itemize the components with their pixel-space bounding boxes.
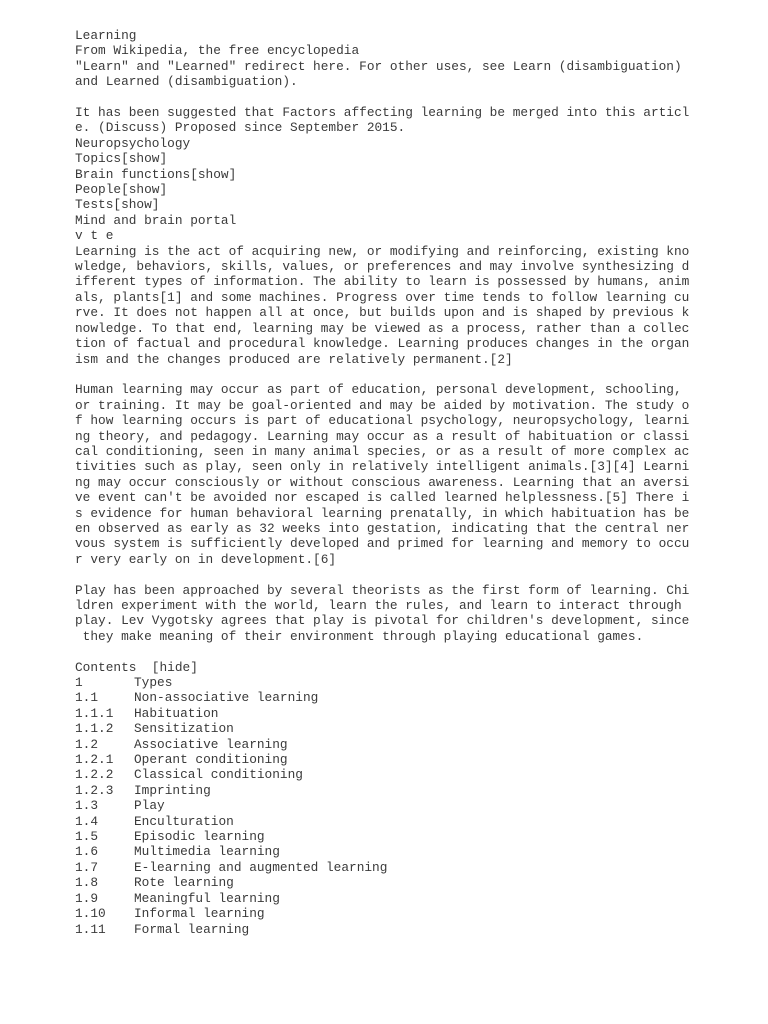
toc-item [75,737,755,752]
toc-item-title: Classical conditioning [134,767,303,783]
toc-item [75,798,755,813]
toc-item-title: Play [134,798,165,814]
spacer [75,567,755,582]
toc-item-title: Formal learning [134,921,250,937]
toc-item [75,922,755,937]
article-source: From Wikipedia, the free encyclopedia [75,43,360,59]
merge-notice-line: e. (Discuss) Proposed since September 2015. [75,120,406,136]
toc-item [75,706,755,721]
toc-item [75,844,755,859]
toc-item-number: 1.5 [75,829,99,845]
toc-item [75,829,755,844]
toc-item-number: 1.2.3 [75,782,114,798]
paragraph-line: they make meaning of their environment through playing educational games. [75,628,644,644]
paragraph-human-learning [75,382,755,567]
paragraph-line: r very early on in development.[6] [75,551,337,567]
toc-item-number: 1.8 [75,875,99,891]
toc-item [75,875,755,890]
toc-item-title: Multimedia learning [134,844,280,860]
sidebar-item-people: People[show] [75,182,168,198]
document-page [75,28,755,937]
toc-item-number: 1.3 [75,798,99,814]
paragraph-line: ifferent types of information. The ability to learn is possessed by humans, anim [75,274,690,290]
toc-item-title: Operant conditioning [134,752,288,768]
paragraph-line: en observed as early as 32 weeks into gestation, indicating that the central ner [75,520,690,536]
toc-item-number: 1.4 [75,813,99,829]
toc-item-title: Enculturation [134,813,234,829]
redirect-hatnote-line: "Learn" and "Learned" redirect here. For other uses, see Learn (disambiguation) [75,58,682,74]
toc-item [75,690,755,705]
paragraph-intro [75,244,755,367]
toc-item [75,783,755,798]
toc-item-number: 1.7 [75,859,99,875]
paragraph-line: tion of factual and procedural knowledge. Learning produces changes in the organ [75,336,690,352]
spacer [75,90,755,105]
sidebar-vte: v t e [75,228,114,244]
merge-notice-line: It has been suggested that Factors affecting learning be merged into this articl [75,105,690,121]
toc-item-number: 1.2.1 [75,752,114,768]
toc-item [75,891,755,906]
spacer [75,367,755,382]
paragraph-line: Learning is the act of acquiring new, or modifying and reinforcing, existing kno [75,243,690,259]
toc-item [75,906,755,921]
toc-item-title: Habituation [134,705,219,721]
paragraph-line: cal conditioning, seen in many animal species, or as a result of more complex ac [75,443,690,459]
sidebar-portal: Mind and brain portal [75,212,237,228]
toc-item [75,721,755,736]
sidebar-item-brain-functions: Brain functions[show] [75,166,237,182]
toc-item-title: Non-associative learning [134,690,319,706]
toc-item-title: Sensitization [134,721,234,737]
paragraph-line: tivities such as play, seen only in relatively intelligent animals.[3][4] Learni [75,459,690,475]
paragraph-line: ng may occur consciously or without conscious awareness. Learning that an aversi [75,474,690,490]
article-title: Learning [75,28,137,43]
toc-item-title: Informal learning [134,906,265,922]
paragraph-line: Play has been approached by several theorists as the first form of learning. Chi [75,582,690,598]
paragraph-line: ldren experiment with the world, learn the rules, and learn to interact through [75,597,682,613]
toc-item-number: 1.1.1 [75,705,114,721]
paragraph-line: ism and the changes produced are relatively permanent.[2] [75,351,513,367]
toc-item-number: 1.6 [75,844,99,860]
redirect-hatnote-line: and Learned (disambiguation). [75,74,298,90]
table-of-contents [75,660,755,937]
paragraph-line: als, plants[1] and some machines. Progress over time tends to follow learning cu [75,289,690,305]
sidebar-item-topics: Topics[show] [75,151,168,167]
paragraph-line: f how learning occurs is part of educational psychology, neuropsychology, learni [75,413,690,429]
sidebar-item-tests: Tests[show] [75,197,160,213]
toc-item-number: 1.10 [75,906,106,922]
paragraph-line: wledge, behaviors, skills, values, or preferences and may involve synthesizing d [75,259,690,275]
paragraph-line: ve event can't be avoided nor escaped is called learned helplessness.[5] There i [75,490,690,506]
paragraph-line: ng theory, and pedagogy. Learning may occur as a result of habituation or classi [75,428,690,444]
toc-item-number: 1.1.2 [75,721,114,737]
paragraph-line: Human learning may occur as part of education, personal development, schooling, [75,382,682,398]
sidebar-heading: Neuropsychology [75,135,191,151]
paragraph-line: rve. It does not happen all at once, but builds upon and is shaped by previous k [75,305,690,321]
paragraph-line: or training. It may be goal-oriented and may be aided by motivation. The study o [75,397,690,413]
spacer [75,644,755,659]
toc-item-number: 1.11 [75,921,106,937]
toc-item-title: Rote learning [134,875,234,891]
paragraph-line: play. Lev Vygotsky agrees that play is pivotal for children's development, since [75,613,690,629]
toc-item-title: Imprinting [134,782,211,798]
toc-item-title: Meaningful learning [134,890,280,906]
toc-item-number: 1.1 [75,690,99,706]
toc-item-title: E-learning and augmented learning [134,859,388,875]
toc-item [75,814,755,829]
toc-item-number: 1.9 [75,890,99,906]
toc-item-number: 1 [75,675,83,690]
paragraph-line: vous system is sufficiently developed and primed for learning and memory to occu [75,536,690,552]
toc-item-title: Episodic learning [134,829,265,845]
toc-item [75,675,755,690]
toc-item [75,767,755,782]
toc-item [75,752,755,767]
toc-item-number: 1.2.2 [75,767,114,783]
toc-item [75,860,755,875]
paragraph-line: s evidence for human behavioral learning prenatally, in which habituation has be [75,505,690,521]
toc-item-title: Associative learning [134,736,288,752]
toc-item-number: 1.2 [75,736,99,752]
toc-item-title: Types [134,675,173,690]
paragraph-play [75,583,755,645]
paragraph-line: nowledge. To that end, learning may be viewed as a process, rather than a collec [75,320,690,336]
contents-heading: Contents [hide] [75,659,198,675]
